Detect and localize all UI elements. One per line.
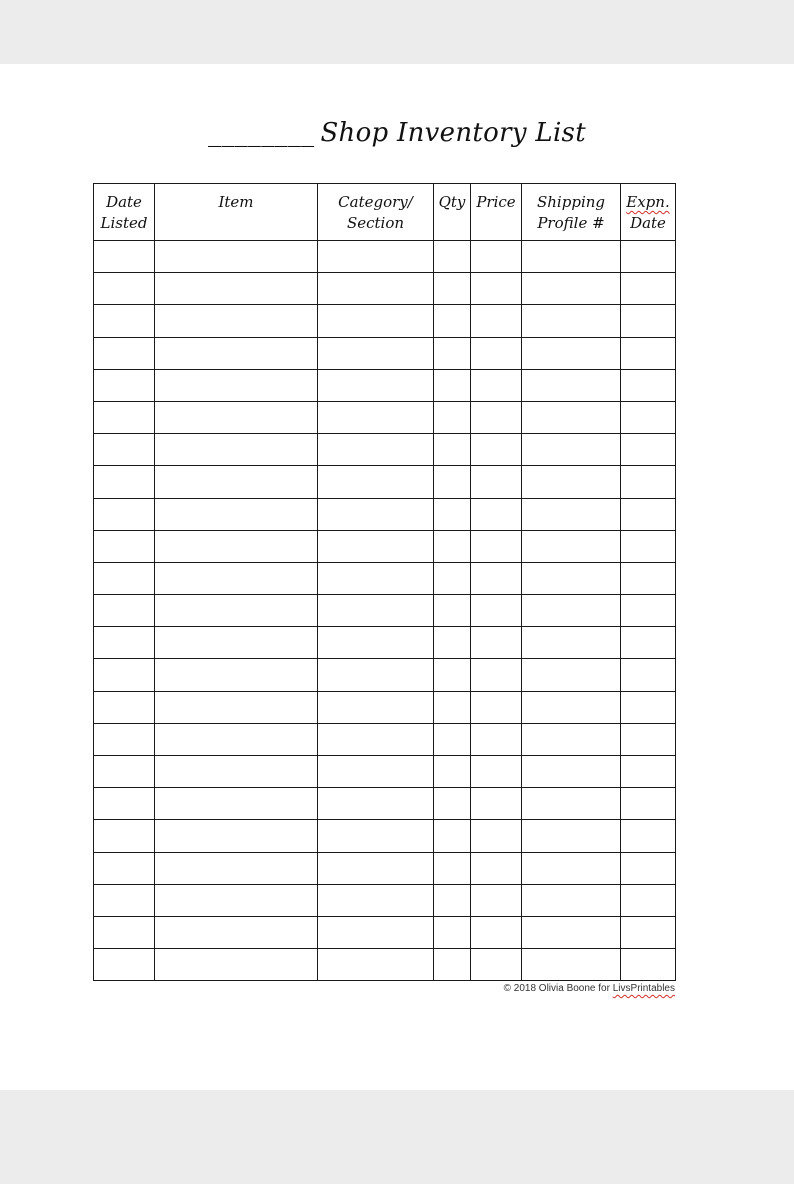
table-cell-item xyxy=(155,562,318,594)
table-cell-price xyxy=(471,756,522,788)
table-cell-qty xyxy=(434,498,471,530)
table-cell-category-section xyxy=(318,884,434,916)
table-row xyxy=(94,434,676,466)
table-cell-qty xyxy=(434,820,471,852)
table-cell-category-section xyxy=(318,498,434,530)
table-cell-shipping-profile xyxy=(522,627,621,659)
table-cell-item xyxy=(155,466,318,498)
table-cell-expn-date xyxy=(621,788,676,820)
header-line: Category/ xyxy=(338,193,413,211)
column-header-date-listed xyxy=(94,184,155,241)
table-cell-shipping-profile xyxy=(522,691,621,723)
header-line: Date xyxy=(630,214,666,232)
table-cell-category-section xyxy=(318,337,434,369)
table-cell-item xyxy=(155,627,318,659)
table-cell-date-listed xyxy=(94,756,155,788)
table-cell-item xyxy=(155,949,318,981)
table-cell-expn-date xyxy=(621,241,676,273)
table-row xyxy=(94,691,676,723)
table-row xyxy=(94,852,676,884)
table-cell-date-listed xyxy=(94,434,155,466)
table-cell-shipping-profile xyxy=(522,466,621,498)
table-cell-category-section xyxy=(318,627,434,659)
table-cell-date-listed xyxy=(94,498,155,530)
table-cell-qty xyxy=(434,884,471,916)
table-cell-shipping-profile xyxy=(522,884,621,916)
table-cell-date-listed xyxy=(94,788,155,820)
table-cell-qty xyxy=(434,337,471,369)
table-cell-price xyxy=(471,723,522,755)
table-cell-qty xyxy=(434,401,471,433)
table-cell-expn-date xyxy=(621,916,676,948)
table-cell-item xyxy=(155,916,318,948)
table-cell-shipping-profile xyxy=(522,369,621,401)
table-cell-price xyxy=(471,273,522,305)
table-cell-item xyxy=(155,530,318,562)
table-cell-expn-date xyxy=(621,820,676,852)
table-cell-shipping-profile xyxy=(522,949,621,981)
table-cell-price xyxy=(471,852,522,884)
table-cell-date-listed xyxy=(94,659,155,691)
copyright-text: © 2018 Olivia Boone for xyxy=(503,983,613,994)
header-line: Listed xyxy=(100,214,148,232)
table-cell-category-section xyxy=(318,562,434,594)
table-cell-category-section xyxy=(318,949,434,981)
table-cell-price xyxy=(471,369,522,401)
title-text: Shop Inventory List xyxy=(320,118,586,148)
table-cell-item xyxy=(155,884,318,916)
table-cell-item xyxy=(155,498,318,530)
table-cell-qty xyxy=(434,466,471,498)
table-cell-category-section xyxy=(318,530,434,562)
table-cell-qty xyxy=(434,916,471,948)
table-cell-date-listed xyxy=(94,241,155,273)
table-cell-category-section xyxy=(318,916,434,948)
table-row xyxy=(94,627,676,659)
table-cell-date-listed xyxy=(94,723,155,755)
table-cell-price xyxy=(471,401,522,433)
table-cell-shipping-profile xyxy=(522,305,621,337)
table-cell-price xyxy=(471,627,522,659)
table-cell-category-section xyxy=(318,659,434,691)
table-cell-shipping-profile xyxy=(522,530,621,562)
table-cell-date-listed xyxy=(94,273,155,305)
table-row xyxy=(94,916,676,948)
table-cell-expn-date xyxy=(621,434,676,466)
table-cell-item xyxy=(155,691,318,723)
table-cell-shipping-profile xyxy=(522,659,621,691)
table-row xyxy=(94,562,676,594)
table-cell-qty xyxy=(434,788,471,820)
table-cell-price xyxy=(471,820,522,852)
table-cell-qty xyxy=(434,852,471,884)
table-cell-item xyxy=(155,337,318,369)
table-cell-item xyxy=(155,305,318,337)
table-cell-date-listed xyxy=(94,916,155,948)
table-cell-shipping-profile xyxy=(522,820,621,852)
table-cell-qty xyxy=(434,273,471,305)
table-cell-category-section xyxy=(318,788,434,820)
table-cell-shipping-profile xyxy=(522,916,621,948)
table-cell-price xyxy=(471,916,522,948)
table-cell-expn-date xyxy=(621,723,676,755)
table-row xyxy=(94,820,676,852)
table-cell-date-listed xyxy=(94,369,155,401)
table-cell-expn-date xyxy=(621,305,676,337)
column-header-category-section xyxy=(318,184,434,241)
table-cell-item xyxy=(155,434,318,466)
table-cell-date-listed xyxy=(94,595,155,627)
table-cell-item xyxy=(155,756,318,788)
table-row xyxy=(94,466,676,498)
table-row xyxy=(94,756,676,788)
table-row xyxy=(94,949,676,981)
table-cell-category-section xyxy=(318,466,434,498)
table-cell-shipping-profile xyxy=(522,756,621,788)
table-cell-shipping-profile xyxy=(522,595,621,627)
column-header-expn-date xyxy=(621,184,676,241)
table-cell-qty xyxy=(434,659,471,691)
column-header-shipping-profile xyxy=(522,184,621,241)
table-cell-category-section xyxy=(318,852,434,884)
table-cell-shipping-profile xyxy=(522,788,621,820)
table-cell-qty xyxy=(434,595,471,627)
table-cell-price xyxy=(471,241,522,273)
table-row xyxy=(94,498,676,530)
table-cell-item xyxy=(155,788,318,820)
header-line: Section xyxy=(346,214,405,232)
table-cell-price xyxy=(471,884,522,916)
table-cell-item xyxy=(155,852,318,884)
table-cell-expn-date xyxy=(621,659,676,691)
table-cell-date-listed xyxy=(94,305,155,337)
table-cell-qty xyxy=(434,241,471,273)
table-cell-category-section xyxy=(318,723,434,755)
table-cell-expn-date xyxy=(621,852,676,884)
table-cell-expn-date xyxy=(621,530,676,562)
table-cell-category-section xyxy=(318,691,434,723)
table-cell-shipping-profile xyxy=(522,723,621,755)
table-cell-price xyxy=(471,530,522,562)
inventory-table xyxy=(93,183,676,981)
table-cell-shipping-profile xyxy=(522,498,621,530)
table-cell-price xyxy=(471,434,522,466)
table-cell-price xyxy=(471,595,522,627)
table-cell-expn-date xyxy=(621,273,676,305)
table-cell-qty xyxy=(434,562,471,594)
table-cell-expn-date xyxy=(621,401,676,433)
table-row xyxy=(94,241,676,273)
table-cell-date-listed xyxy=(94,401,155,433)
table-cell-shipping-profile xyxy=(522,401,621,433)
table-cell-category-section xyxy=(318,434,434,466)
table-cell-item xyxy=(155,659,318,691)
header-line: Profile # xyxy=(537,214,605,232)
table-cell-price xyxy=(471,691,522,723)
title-blank-line: ________ xyxy=(208,118,315,148)
table-cell-date-listed xyxy=(94,852,155,884)
column-header-item xyxy=(155,184,318,241)
table-cell-date-listed xyxy=(94,627,155,659)
table-cell-shipping-profile xyxy=(522,337,621,369)
table-cell-expn-date xyxy=(621,562,676,594)
table-cell-item xyxy=(155,241,318,273)
table-header-row xyxy=(94,184,676,241)
table-cell-expn-date xyxy=(621,337,676,369)
table-cell-qty xyxy=(434,434,471,466)
table-cell-expn-date xyxy=(621,884,676,916)
table-cell-expn-date xyxy=(621,691,676,723)
table-row xyxy=(94,369,676,401)
document-page xyxy=(0,64,794,1090)
table-cell-price xyxy=(471,305,522,337)
column-header-price xyxy=(471,184,522,241)
table-cell-qty xyxy=(434,530,471,562)
table-cell-qty xyxy=(434,691,471,723)
table-cell-shipping-profile xyxy=(522,434,621,466)
header-line: Qty xyxy=(438,193,466,211)
table-cell-expn-date xyxy=(621,949,676,981)
column-header-qty xyxy=(434,184,471,241)
table-cell-expn-date xyxy=(621,369,676,401)
table-cell-qty xyxy=(434,305,471,337)
table-cell-category-section xyxy=(318,595,434,627)
table-cell-item xyxy=(155,820,318,852)
table-cell-expn-date xyxy=(621,498,676,530)
table-row xyxy=(94,401,676,433)
copyright-footer xyxy=(504,983,675,994)
table-row xyxy=(94,659,676,691)
table-row xyxy=(94,788,676,820)
table-cell-category-section xyxy=(318,241,434,273)
table-cell-price xyxy=(471,498,522,530)
table-cell-item xyxy=(155,723,318,755)
table-cell-qty xyxy=(434,756,471,788)
table-row xyxy=(94,305,676,337)
table-cell-expn-date xyxy=(621,466,676,498)
table-row xyxy=(94,884,676,916)
table-row xyxy=(94,337,676,369)
table-cell-item xyxy=(155,273,318,305)
table-cell-price xyxy=(471,466,522,498)
table-cell-category-section xyxy=(318,756,434,788)
header-line: Item xyxy=(218,193,254,211)
table-cell-date-listed xyxy=(94,949,155,981)
table-cell-qty xyxy=(434,949,471,981)
table-cell-category-section xyxy=(318,273,434,305)
table-cell-category-section xyxy=(318,401,434,433)
table-cell-qty xyxy=(434,627,471,659)
table-cell-category-section xyxy=(318,369,434,401)
table-cell-expn-date xyxy=(621,627,676,659)
table-cell-date-listed xyxy=(94,562,155,594)
table-row xyxy=(94,723,676,755)
table-cell-shipping-profile xyxy=(522,562,621,594)
table-row xyxy=(94,530,676,562)
table-cell-expn-date xyxy=(621,756,676,788)
table-cell-price xyxy=(471,949,522,981)
table-cell-price xyxy=(471,659,522,691)
table-row xyxy=(94,595,676,627)
header-line: Expn. xyxy=(626,193,670,211)
table-cell-shipping-profile xyxy=(522,852,621,884)
table-cell-date-listed xyxy=(94,884,155,916)
table-cell-qty xyxy=(434,723,471,755)
table-cell-shipping-profile xyxy=(522,241,621,273)
table-cell-price xyxy=(471,337,522,369)
table-cell-date-listed xyxy=(94,691,155,723)
table-row xyxy=(94,273,676,305)
table-cell-expn-date xyxy=(621,595,676,627)
table-cell-date-listed xyxy=(94,466,155,498)
header-line: Date xyxy=(106,193,142,211)
table-cell-date-listed xyxy=(94,337,155,369)
header-line: Shipping xyxy=(537,193,605,211)
table-cell-date-listed xyxy=(94,820,155,852)
table-cell-item xyxy=(155,369,318,401)
table-cell-item xyxy=(155,595,318,627)
table-cell-price xyxy=(471,562,522,594)
table-cell-category-section xyxy=(318,305,434,337)
table-cell-date-listed xyxy=(94,530,155,562)
header-line: Price xyxy=(476,193,516,211)
brand-name: LivsPrintables xyxy=(612,983,675,994)
table-cell-category-section xyxy=(318,820,434,852)
table-cell-shipping-profile xyxy=(522,273,621,305)
table-body xyxy=(94,241,676,981)
table-cell-qty xyxy=(434,369,471,401)
page-title xyxy=(0,118,794,148)
table-cell-item xyxy=(155,401,318,433)
table-cell-price xyxy=(471,788,522,820)
